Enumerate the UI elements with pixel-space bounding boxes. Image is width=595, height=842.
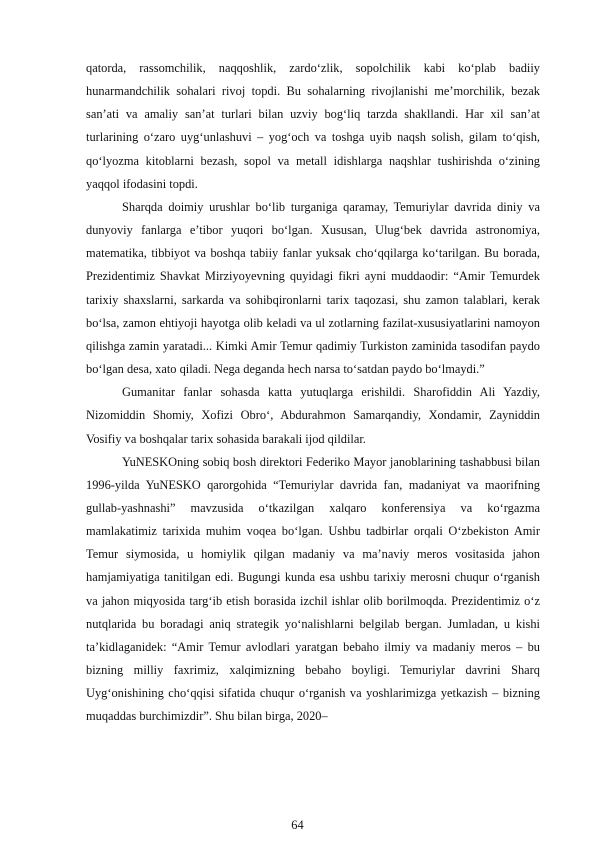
paragraph-continuation: qatorda, rassomchilik, naqqoshlik, zardo‘zlik, sopolchilik kabi ko‘plab badiiy hunarmandchilik sohalari rivoj topdi. Bu sohalarning rivojlanishi me’morchilik, bezak san’ati va amaliy san’at turlari bilan uzviy bog‘liq tarzda shakllandi. Har xil san’at turlarining o‘zaro uyg‘unlashuvi – yog‘och va toshga uyib naqsh solish, gilam to‘qish, qo‘lyozma kitoblarni bezash, sopol va metall idishlarga naqshlar tushirishda o‘zining yaqqol ifodasini topdi. (86, 61, 540, 191)
body-text (86, 57, 540, 729)
page-number: 64 (291, 818, 304, 832)
paragraph-temurid-sciences: Sharqda doimiy urushlar bo‘lib turganiga qaramay, Temuriylar davrida diniy va dunyoviy fanlarga e’tibor yuqori bo‘lgan. Xususan, Ulug‘bek davrida astronomiya, matematika, tibbiyot va boshqa tabiiy fanlar yuksak cho‘qqilarga ko‘tarilgan. Bu borada, Prezidentimiz Shavkat Mirziyoyevning quyidagi fikri ayni muddaodir: “Amir Temurdek tarixiy shaxslarni, sarkarda va sohibqironlarni tarix taqozasi, shu zamon talablari, kerak bo‘lsa, zamon ehtiyoji hayotga olib keladi va ul zotlarning fazilat-xususiyatlarini namoyon qilishga zamin yaratadi... Kimki Amir Temur qadimiy Turkiston zaminida tasodifan paydo bo‘lgan desa, xato qiladi. Nega deganda hech narsa to‘satdan paydo bo‘lmaydi.” (86, 199, 540, 377)
paragraph-humanities: Gumanitar fanlar sohasda katta yutuqlarga erishildi. Sharofiddin Ali Yazdiy, Nizomiddin Shomiy, Xofizi Obro‘, Abdurahmon Samarqandiy, Xondamir, Zayniddin Vosifiy va boshqalar tarix sohasida barakali ijod qildilar. (86, 385, 540, 446)
paragraph-unesco: YuNESKOning sobiq bosh direktori Federiko Mayor janoblarining tashabbusi bilan 1996-yilda YuNESKO qarorgohida “Temuriylar davrida fan, madaniyat va maorifning gullab-yashnashi” mavzusida o‘tkazilgan xalqaro konferensiya va ko‘rgazma mamlakatimiz tarixida muhim voqea bo‘lgan. Ushbu tadbirlar orqali O‘zbekiston Amir Temur siymosida, u homiylik qilgan madaniy va ma’naviy meros vositasida jahon hamjamiyatiga tanitilgan edi. Bugungi kunda esa ushbu tarixiy merosni chuqur o‘rganish va jahon miqyosida targ‘ib etish borasida izchil ishlar olib borilmoqda. Prezidentimiz o‘z nutqlarida bu boradagi aniq strategik yo‘nalishlarni belgilab bergan. Jumladan, u kishi ta’kidlaganidek: “Amir Temur avlodlari yaratgan bebaho ilmiy va madaniy meros – bu bizning milliy faxrimiz, xalqimizning bebaho boyligi. Temuriylar davrini Sharq Uyg‘onishining cho‘qqisi sifatida chuqur o‘rganish va yoshlarimizga yetkazish – bizning muqaddas burchimizdir”. Shu bilan birga, 2020– (86, 454, 540, 724)
